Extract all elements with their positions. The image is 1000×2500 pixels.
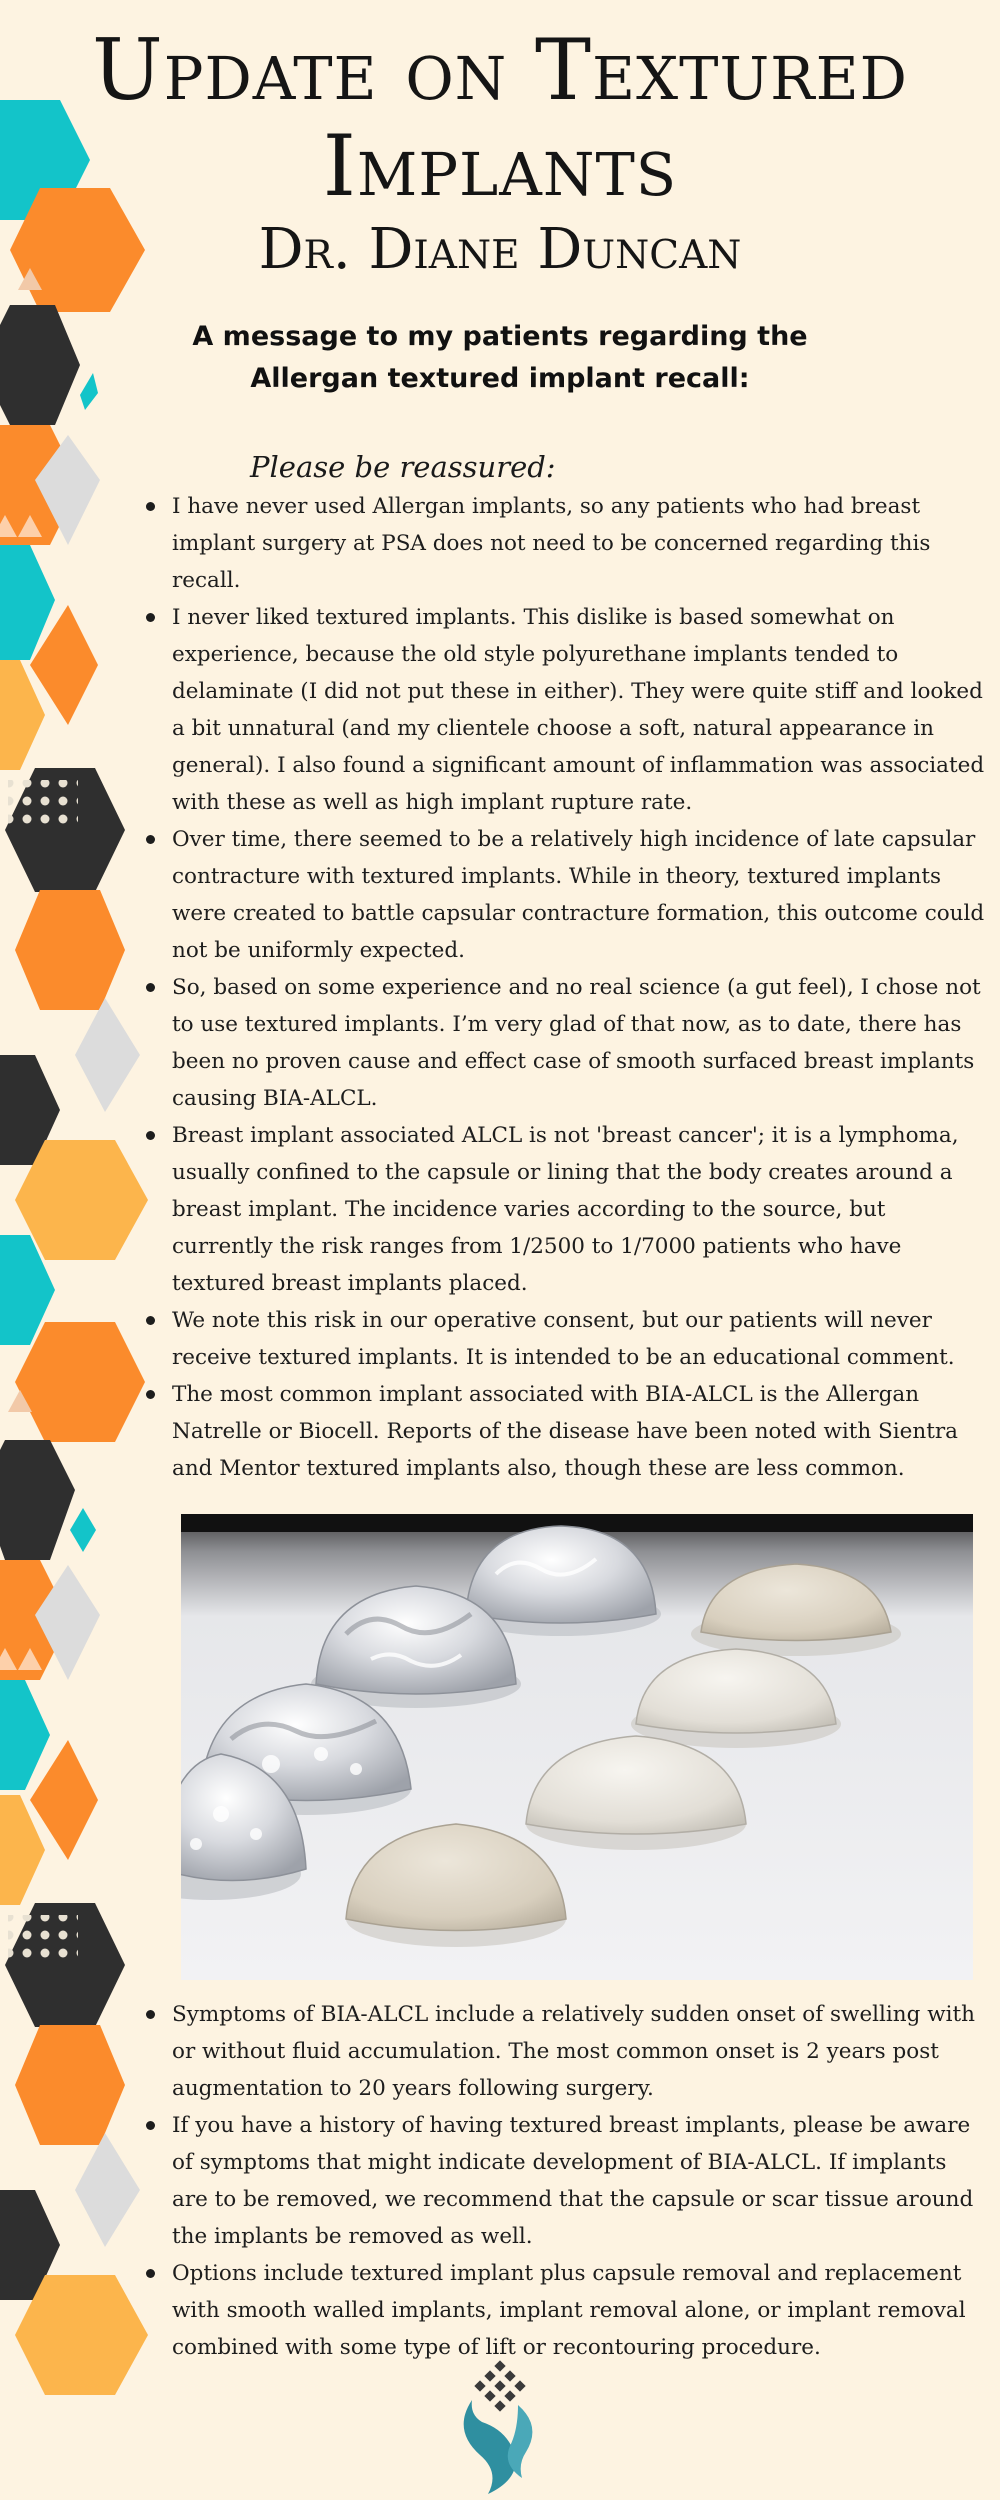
list-item: I never liked textured implants. This dislike is based somewhat on experience, because the old style polyurethane implants tended to delaminate (I did not put these in either). They were quite stiff and looked a bit unnatural (and my clientele choose a soft, natural appearance in general). I also found a significant amount of inflammation was associated with these as well as high implant rupture rate. <box>172 599 987 821</box>
title-line-2: Implants <box>322 117 678 215</box>
reassure-heading: Please be reassured: <box>250 450 556 484</box>
list-item: Options include textured implant plus capsule removal and replacement with smooth walled implants, implant removal alone, or implant removal combined with some type of lift or recontouring procedure. <box>172 2255 987 2366</box>
list-item: The most common implant associated with BIA-ALCL is the Allergan Natrelle or Biocell. Reports of the disease have been noted with Sientra and Mentor textured implants also, though these are less common. <box>172 1376 987 1487</box>
list-item: If you have a history of having textured breast implants, please be aware of symptoms that might indicate development of BIA-ALCL. If implants are to be removed, we recommend that the capsule or scar tissue around the implants be removed as well. <box>172 2107 987 2255</box>
title-line-1: Update on Textured <box>92 21 908 119</box>
list-item: We note this risk in our operative consent, but our patients will never receive textured implants. It is intended to be an educational comment. <box>172 1302 987 1376</box>
page-title <box>0 22 1000 214</box>
list-item: Over time, there seemed to be a relatively high incidence of late capsular contracture with textured implants. While in theory, textured implants were created to battle capsular contracture formation, this outcome could not be uniformly expected. <box>172 821 987 969</box>
doctor-name: Dr. Diane Duncan <box>258 217 742 282</box>
bullet-list-bottom <box>172 1996 987 2366</box>
implants-photo <box>181 1514 973 1980</box>
message-line-1: A message to my patients regarding the <box>192 321 808 352</box>
list-item: Symptoms of BIA-ALCL include a relatively sudden onset of swelling with or without fluid accumulation. The most common onset is 2 years post augmentation to 20 years following surgery. <box>172 1996 987 2107</box>
message-line-2: Allergan textured implant recall: <box>250 363 750 394</box>
logo-icon <box>452 2360 548 2495</box>
list-item: Breast implant associated ALCL is not 'breast cancer'; it is a lymphoma, usually confined to the capsule or lining that the body creates around a breast implant. The incidence varies according to the source, but currently the risk ranges from 1/2500 to 1/7000 patients who have textured breast implants placed. <box>172 1117 987 1302</box>
list-item: I have never used Allergan implants, so any patients who had breast implant surgery at PSA does not need to be concerned regarding this recall. <box>172 488 987 599</box>
bullet-list-top <box>172 488 987 1487</box>
message-heading <box>150 316 850 400</box>
list-item: So, based on some experience and no real science (a gut feel), I chose not to use textured implants. I’m very glad of that now, as to date, there has been no proven cause and effect case of smooth surfaced breast implants causing BIA-ALCL. <box>172 969 987 1117</box>
